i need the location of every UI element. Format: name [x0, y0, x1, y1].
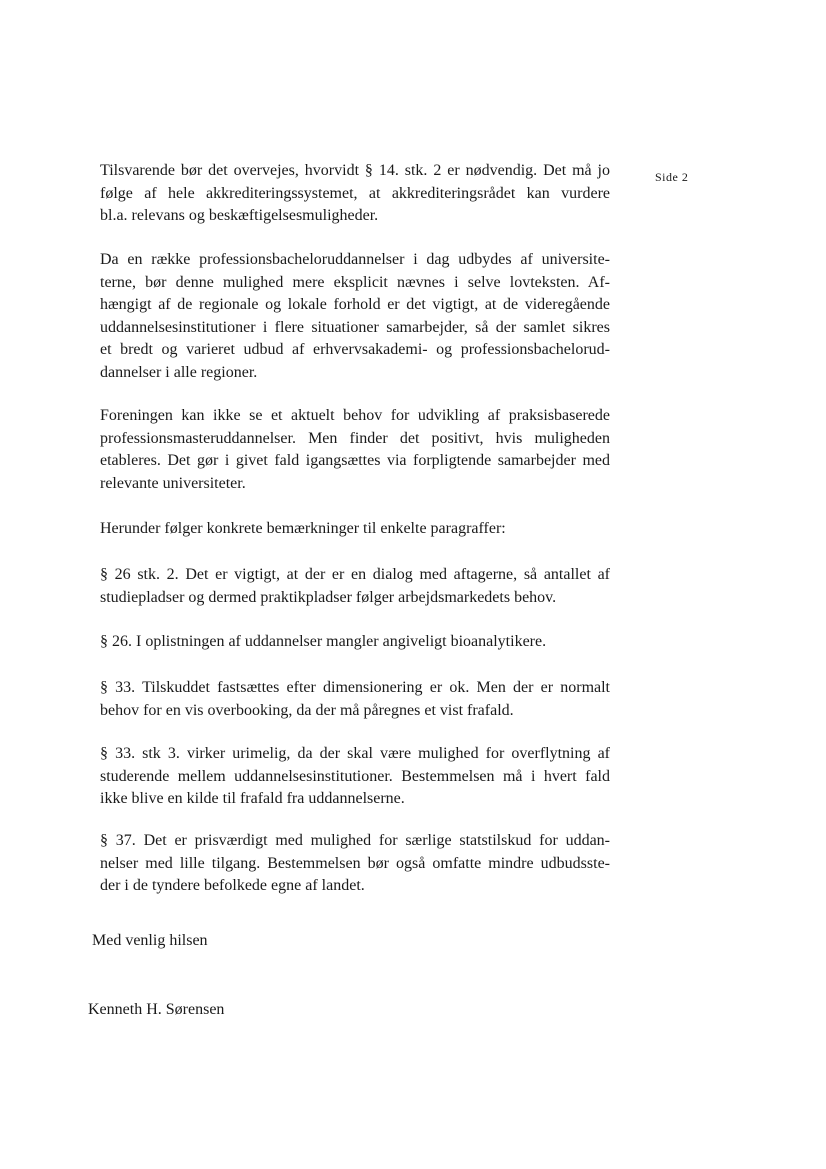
- paragraph-line: Herunder følger konkrete bemærkninger til enkelte paragraffer:: [100, 520, 506, 537]
- paragraph-line: nelser med lille tilgang. Bestemmelsen bør også omfatte mindre udbudsste-: [100, 854, 610, 872]
- paragraph-line: bl.a. relevans og beskæftigelsesmuligheder.: [100, 207, 379, 225]
- paragraph-line: studiepladser og dermed praktikpladser følger arbejdsmarkedets behov.: [100, 588, 557, 606]
- paragraph-2: [100, 249, 610, 385]
- paragraph-line: § 37. Det er prisværdigt med mulighed for særlige statstilskud for uddan-: [100, 832, 610, 849]
- signature-name: Kenneth H. Sørensen: [88, 1001, 225, 1018]
- paragraph-7: [100, 677, 610, 722]
- paragraph-6: [100, 631, 610, 654]
- paragraph-5: [100, 564, 610, 609]
- paragraph-line: behov for en vis overbooking, da der må påregnes et vist frafald.: [100, 701, 514, 719]
- paragraph-line: et bredt og varieret udbud af erhvervsakademi- og professionsbachelorud-: [100, 341, 610, 359]
- paragraph-9: [100, 830, 610, 898]
- paragraph-line: hængigt af de regionale og lokale forhold er det vigtigt, at de videregående: [100, 296, 610, 314]
- paragraph-line: Foreningen kan ikke se et aktuelt behov for udvikling af praksisbaserede: [100, 407, 610, 424]
- paragraph-line: terne, bør denne mulighed mere eksplicit nævnes i selve lovteksten. Af-: [100, 273, 610, 291]
- paragraph-1: [100, 160, 610, 228]
- paragraph-line: § 33. stk 3. virker urimelig, da der skal være mulighed for overflytning af: [100, 745, 610, 762]
- paragraph-line: dannelser i alle regioner.: [100, 363, 258, 381]
- paragraph-line: § 26 stk. 2. Det er vigtigt, at der er en dialog med aftagerne, så antallet af: [100, 566, 610, 583]
- paragraph-3: [100, 405, 610, 495]
- paragraph-4: [100, 518, 610, 541]
- paragraph-line: § 33. Tilskuddet fastsættes efter dimensionering er ok. Men der er normalt: [100, 679, 610, 696]
- paragraph-line: ikke blive en kilde til frafald fra uddannelserne.: [100, 790, 405, 808]
- paragraph-line: uddannelsesinstitutioner i flere situationer samarbejder, så der samlet sikres: [100, 318, 610, 336]
- paragraph-line: studerende mellem uddannelsesinstitutioner. Bestemmelsen må i hvert fald: [100, 767, 610, 785]
- paragraph-line: Tilsvarende bør det overvejes, hvorvidt § 14. stk. 2 er nødvendig. Det må jo: [100, 162, 610, 179]
- paragraph-line: der i de tyndere befolkede egne af landet.: [100, 877, 365, 895]
- paragraph-line: relevante universiteter.: [100, 474, 246, 492]
- paragraph-line: professionsmasteruddannelser. Men finder det positivt, hvis muligheden: [100, 429, 610, 447]
- paragraph-line: Da en række professionsbacheloruddannelser i dag udbydes af universite-: [100, 251, 610, 268]
- paragraph-line: følge af hele akkrediteringssystemet, at akkrediteringsrådet kan vurdere: [100, 184, 610, 202]
- closing-salutation: Med venlig hilsen: [92, 932, 208, 949]
- paragraph-8: [100, 743, 610, 811]
- paragraph-line: § 26. I oplistningen af uddannelser mangler angiveligt bioanalytikere.: [100, 633, 547, 650]
- paragraph-line: etableres. Det gør i givet fald igangsættes via forpligtende samarbejder med: [100, 452, 610, 470]
- page-number: Side 2: [655, 170, 689, 184]
